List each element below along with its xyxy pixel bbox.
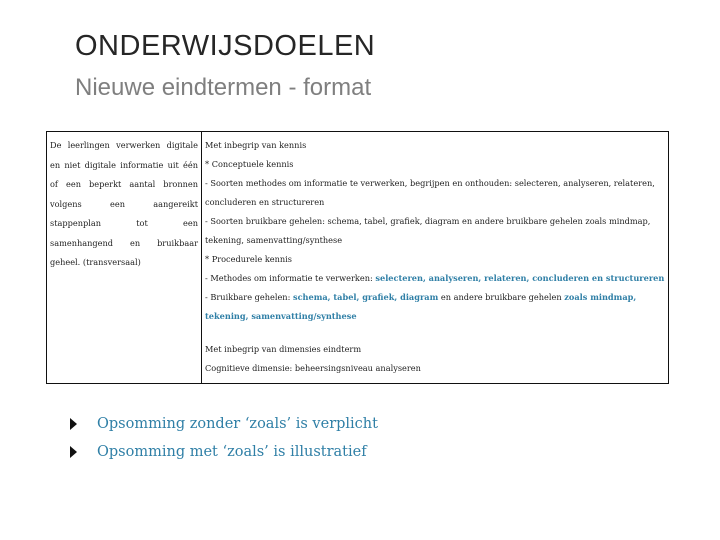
eindterm-text: De leerlingen verwerken digitale en niet digitale informatie uit één of een beperkt aantal bronnen volgens een aangereikt stappenplan tot een samenhangend en bruikbaar geheel. (transversaal) — [50, 140, 198, 267]
gehelen-procedure-line — [205, 288, 665, 326]
bullet-text: Opsomming met ‘zoals’ is illustratief — [97, 444, 367, 460]
cognitieve-dimensie-text: Cognitieve dimensie: beheersingsniveau analyseren — [205, 363, 421, 373]
methodes-concept-text: - Soorten methodes om informatie te verwerken, begrijpen en onthouden: selecteren, analyseren, relateren, concluderen en structureren — [205, 178, 655, 207]
bullet-text: Opsomming zonder ‘zoals’ is verplicht — [97, 416, 378, 432]
gehelen-procedure-highlight-1: schema, tabel, grafiek, diagram — [292, 292, 439, 302]
gehelen-concept-text: - Soorten bruikbare gehelen: schema, tabel, grafiek, diagram en andere bruikbare gehelen zoals mindmap, tekening, samenvatting/synthese — [205, 216, 651, 245]
table-row — [47, 132, 669, 384]
gehelen-procedure-middle: en andere bruikbare gehelen — [438, 292, 565, 302]
bullet-item — [70, 410, 378, 438]
conceptuele-kennis-heading: * Conceptuele kennis — [205, 159, 294, 169]
arrow-bullet-icon — [70, 446, 77, 458]
methodes-procedure-highlight: selecteren, analyseren, relateren, concluderen en structureren — [375, 273, 665, 283]
slide-title: ONDERWIJSDOELEN — [75, 30, 376, 62]
arrow-bullet-icon — [70, 418, 77, 430]
eindterm-cell — [47, 132, 202, 384]
bullet-item — [70, 438, 378, 466]
spacer — [205, 326, 665, 340]
dimensies-heading: Met inbegrip van dimensies eindterm — [205, 344, 362, 354]
eindterm-table — [46, 131, 669, 384]
methodes-procedure-line — [205, 269, 665, 288]
gehelen-procedure-prefix: - Bruikbare gehelen: — [205, 292, 293, 302]
methodes-procedure-prefix: - Methodes om informatie te verwerken: — [205, 273, 376, 283]
bullet-list — [70, 410, 378, 466]
gehelen-procedure-highlight-2: zoals mindmap, tekening, samenvatting/synthese — [205, 292, 637, 321]
kennis-heading: Met inbegrip van kennis — [205, 140, 307, 150]
procedurele-kennis-heading: * Procedurele kennis — [205, 254, 292, 264]
slide-subtitle: Nieuwe eindtermen - format — [75, 74, 372, 101]
kennis-cell — [202, 132, 669, 384]
